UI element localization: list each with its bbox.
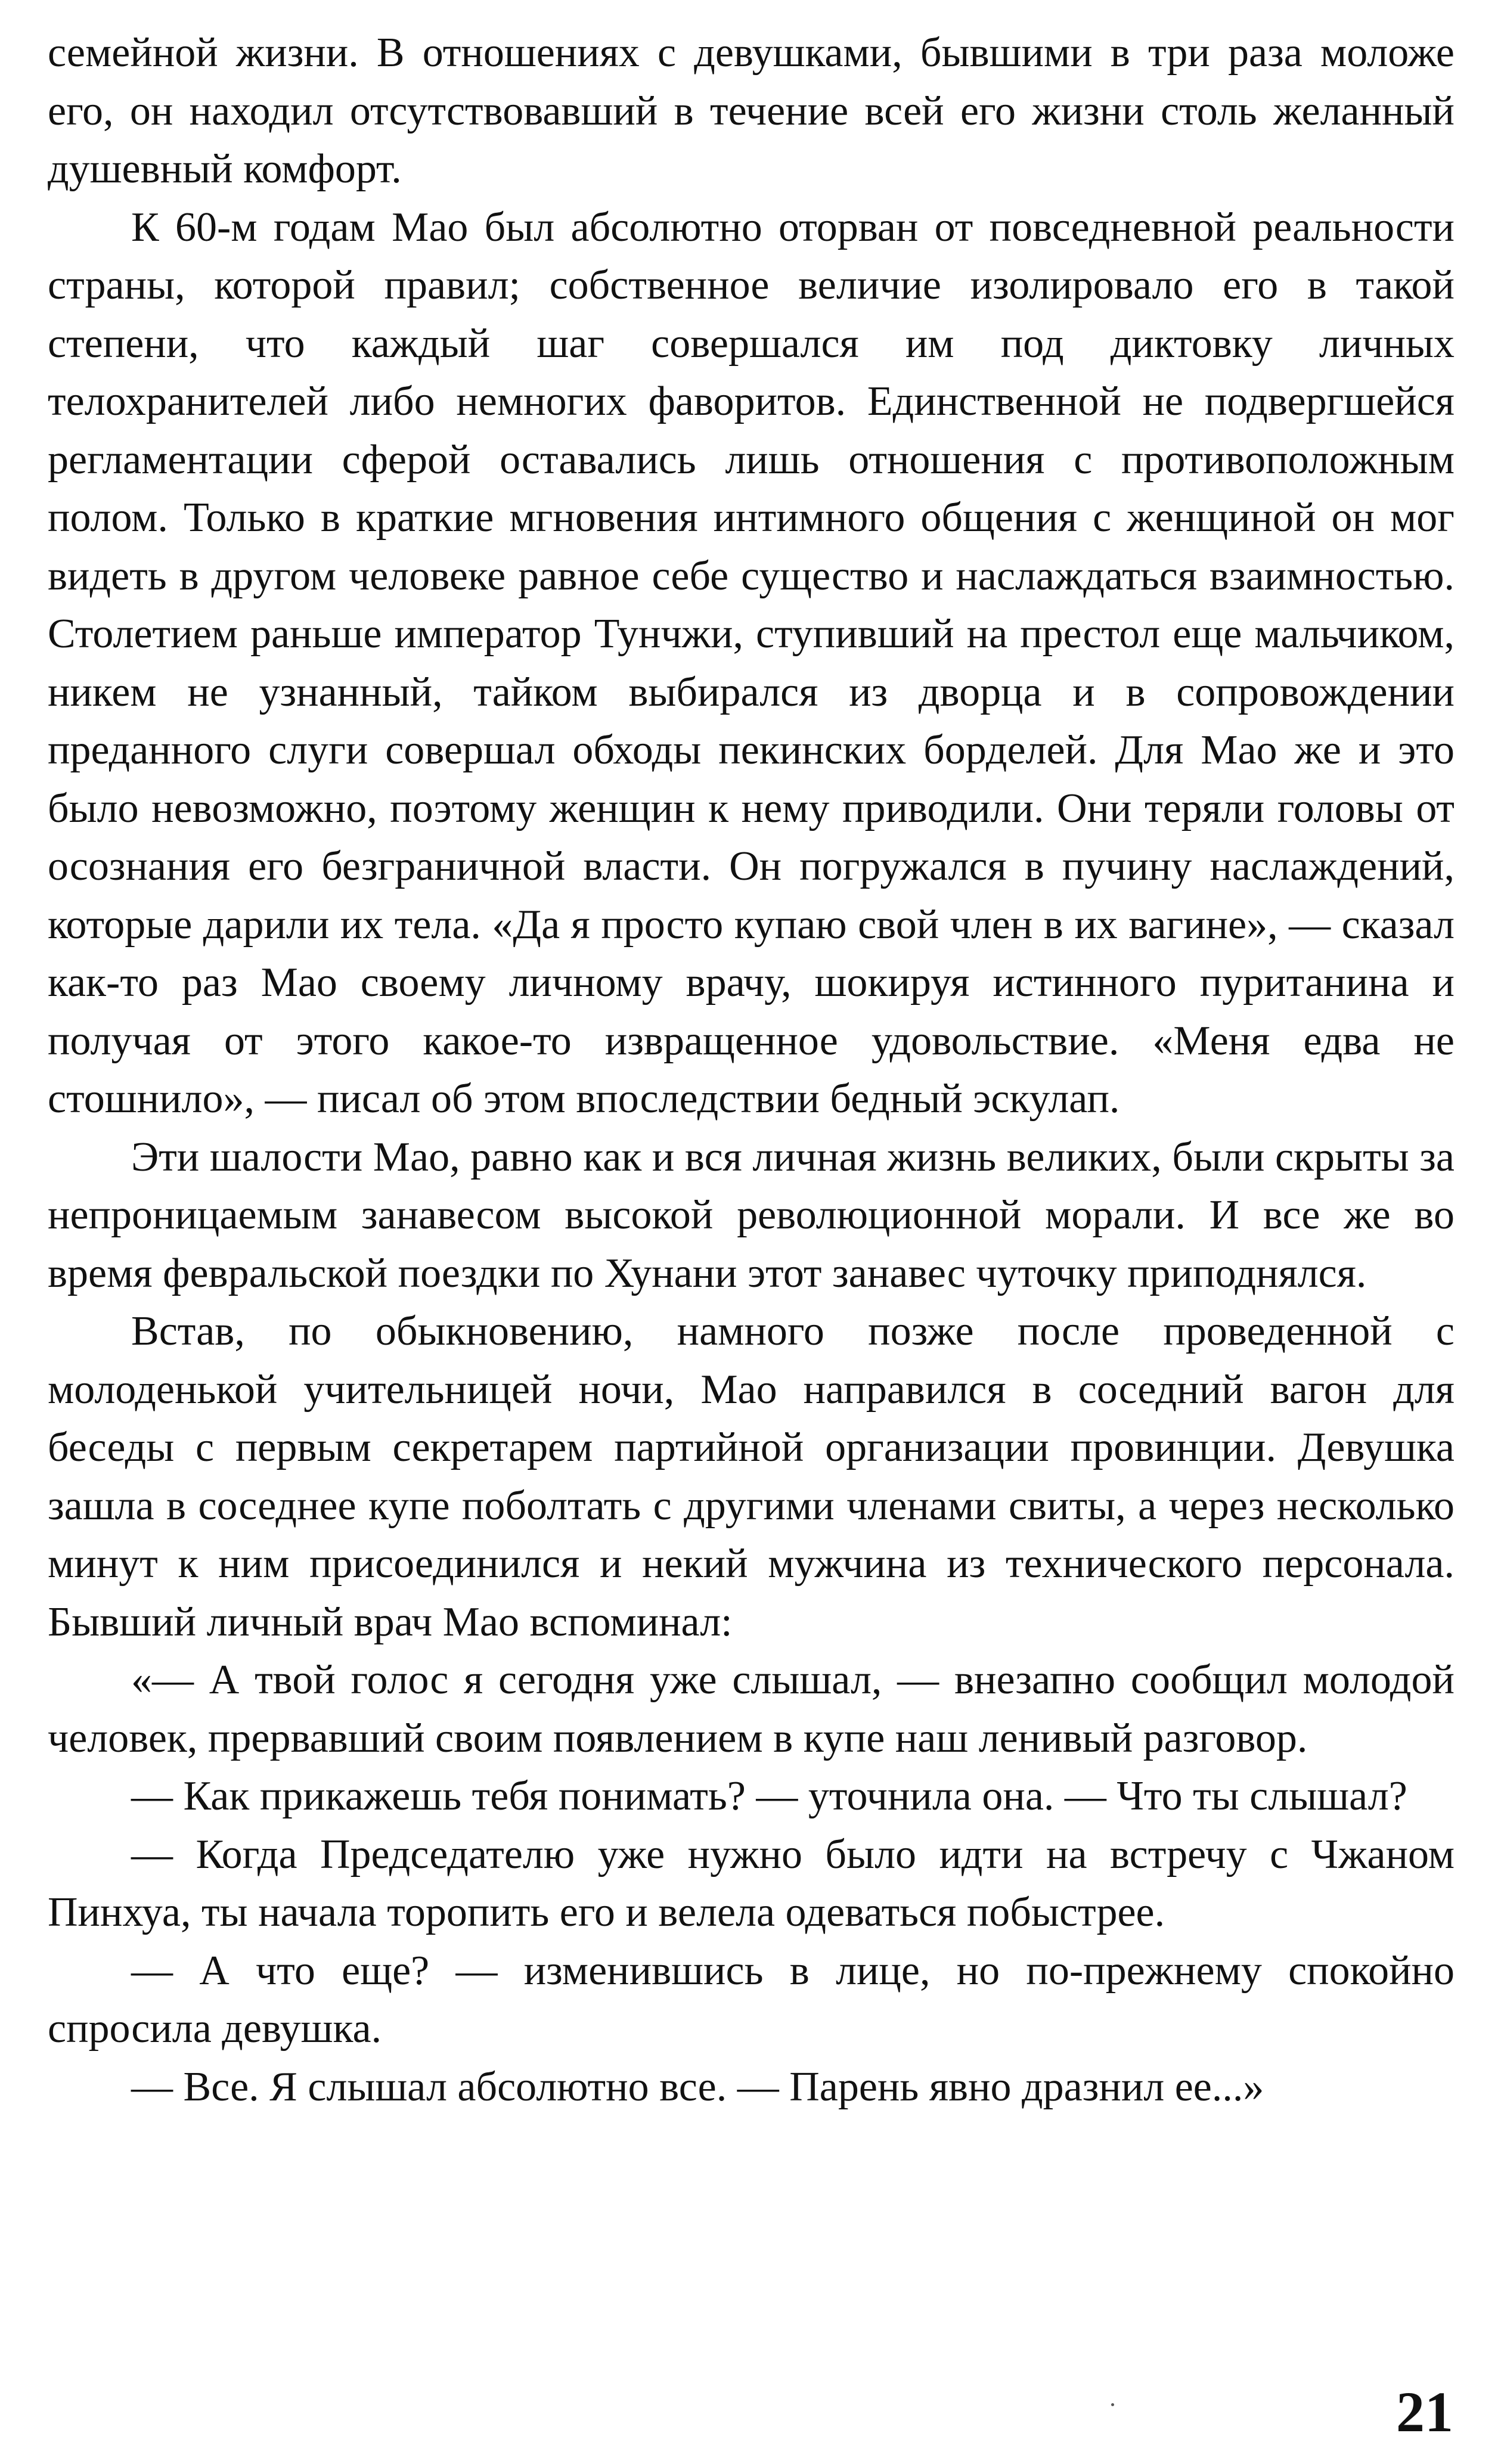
page-number: 21 <box>1396 2380 1453 2444</box>
body-text <box>48 24 1455 2116</box>
dialogue-line: — Все. Я слышал абсолютно все. — Парень явно дразнил ее...» <box>131 2063 1264 2110</box>
dialogue-line: — Как прикажешь тебя понимать? — уточнила она. — Что ты слышал? <box>131 1773 1407 1819</box>
dialogue-line: — Когда Председателю уже нужно было идти на встречу с Чжаном Пинхуа, ты начала торопить его и велела одеваться побыстрее. <box>48 1831 1455 1935</box>
paragraph: К 60-м годам Мао был абсолютно оторван от повседневной реальности страны, которой правил; собственное величие изолировало его в такой степени, что каждый шаг совершался им под диктовку личных телохранителей либо немногих фаворитов. Единственной не подвергшейся регламентации сферой оставались лишь отношения с противоположным полом. Только в краткие мгновения интимного общения с женщиной он мог видеть в другом человеке равное себе существо и наслаждаться взаимностью. Столетием раньше император Тунчжи, ступивший на престол еще мальчиком, никем не узнанный, тайком выбирался из дворца и в сопровождении преданного слуги совершал обходы пекинских борделей. Для Мао же и это было невозможно, поэтому женщин к нему приводили. Они теряли головы от осознания его безграничной власти. Он погружался в пучину наслаждений, которые дарили их тела. «Да я просто купаю свой член в их вагине», — сказал как-то раз Мао своему личному врачу, шокируя истинного пуританина и получая от этого какое-то извращенное удовольствие. «Меня едва не стошнило», — писал об этом впоследствии бедный эскулап. <box>48 204 1455 1122</box>
paragraph: семейной жизни. В отношениях с девушками, бывшими в три раза моложе его, он находил отсутствовавший в течение всей его жизни столь желанный душевный комфорт. <box>48 30 1455 192</box>
dialogue-line: — А что еще? — изменившись в лице, но по-прежнему спокойно спросила девушка. <box>48 1947 1455 2052</box>
print-speck <box>1111 2403 1114 2406</box>
paragraph: Эти шалости Мао, равно как и вся личная жизнь великих, были скрыты за непроницаемым занавесом высокой революционной морали. И все же во время февральской поездки по Хунани этот занавес чуточку приподнялся. <box>48 1134 1455 1296</box>
paragraph: Встав, по обыкновению, намного позже после проведенной с молоденькой учительницей ночи, Мао направился в соседний вагон для беседы с первым секретарем партийной организации провинции. Девушка зашла в соседнее купе поболтать с другими членами свиты, а через несколько минут к ним присоединился и некий мужчина из технического персонала. Бывший личный врач Мао вспоминал: <box>48 1308 1455 1645</box>
quote-paragraph: «— А твой голос я сегодня уже слышал, — внезапно сообщил молодой человек, прервавший своим появлением в купе наш ленивый разговор. <box>48 1657 1455 1761</box>
